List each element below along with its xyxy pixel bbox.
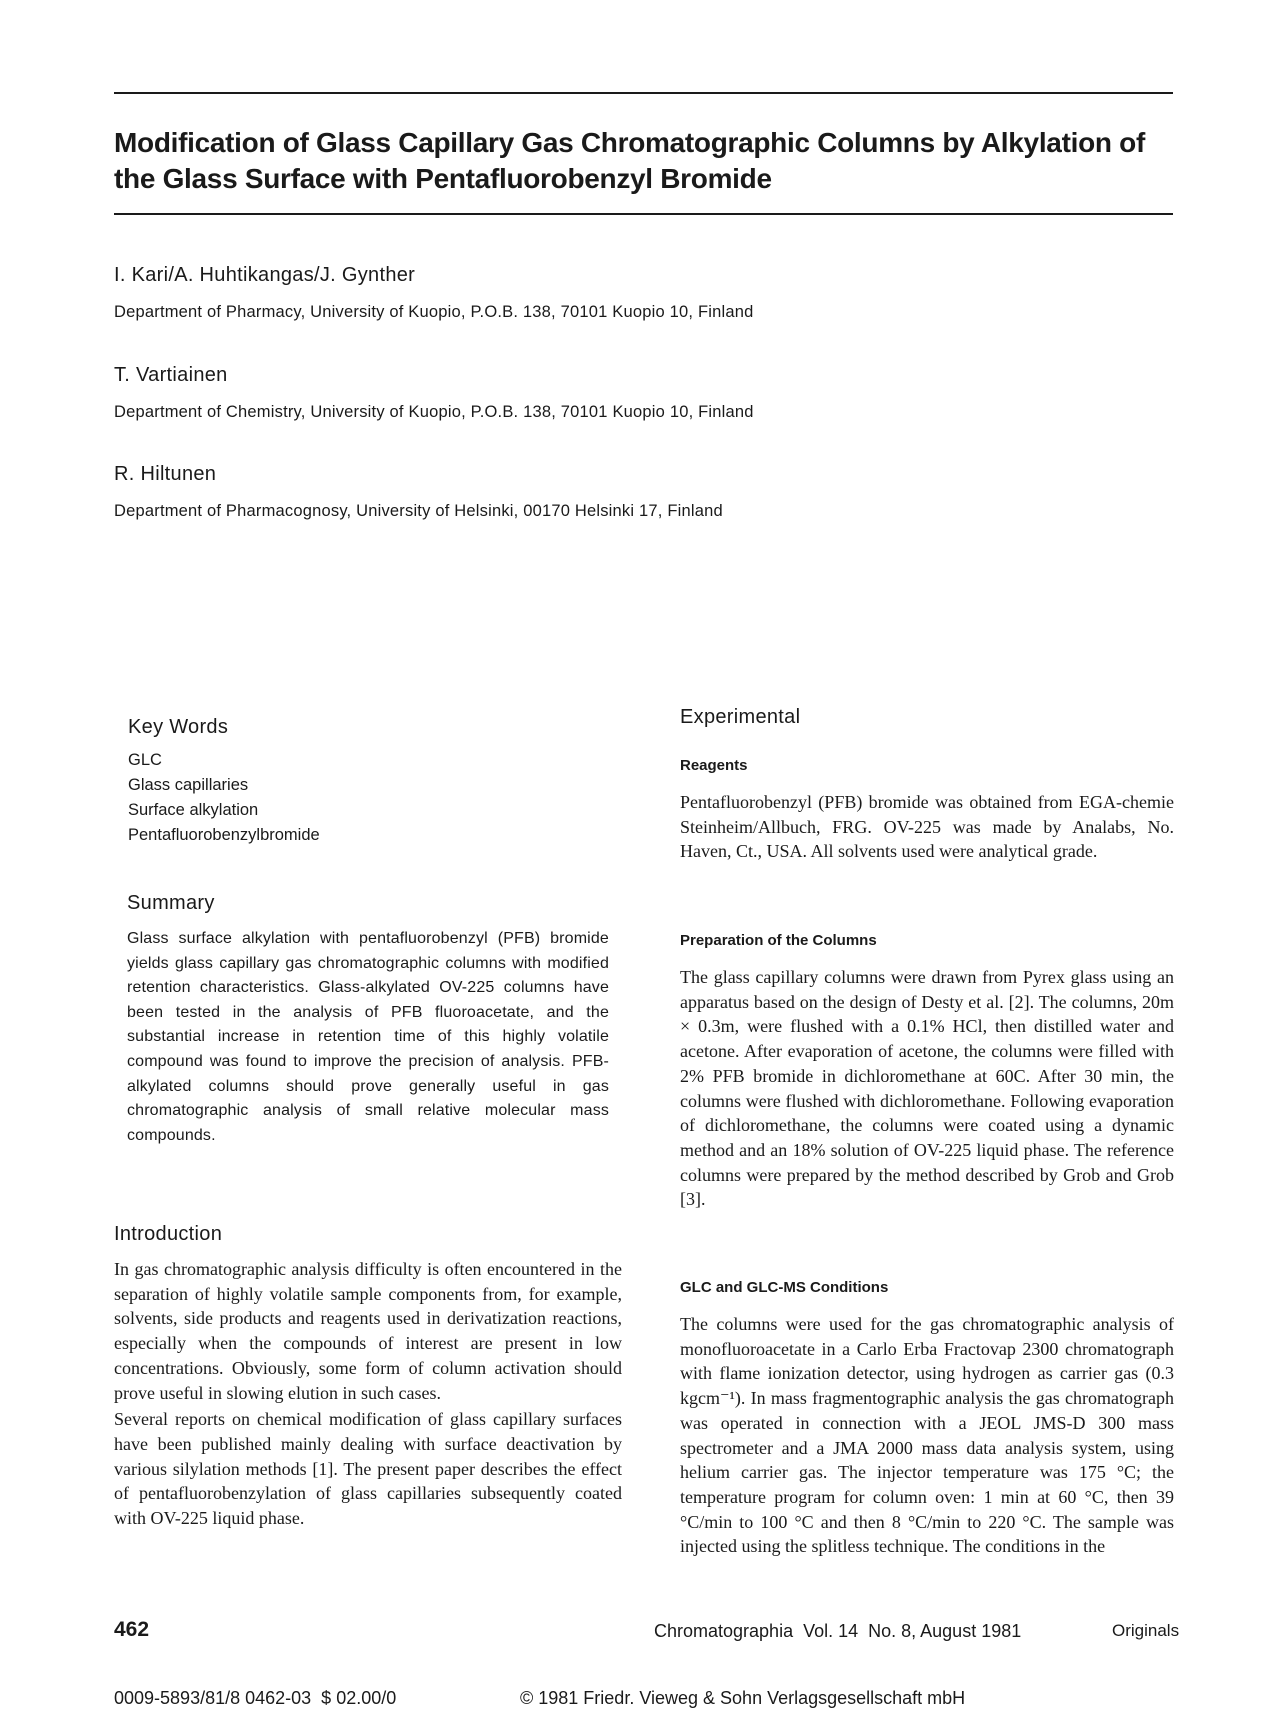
affiliation-2: Department of Chemistry, University of Kuopio, P.O.B. 138, 70101 Kuopio 10, Finland [114,403,754,421]
author-group-3: R. Hiltunen [114,463,217,485]
page-number: 462 [114,1618,150,1641]
title-bottom-rule [114,213,1173,215]
conditions-heading: GLC and GLC-MS Conditions [680,1279,889,1296]
keyword-item: GLC [128,751,162,769]
summary-section [127,892,609,1148]
keyword-item: Glass capillaries [128,776,249,794]
reagents-text: Pentafluorobenzyl (PFB) bromide was obtained from EGA-chemie Steinheim/Allbuch, FRG. OV-225 was made by Analabs, No. Haven, Ct., USA. All solvents used were analytical grade. [680,792,1174,862]
top-rule [114,92,1173,94]
reagents-section [680,757,1174,864]
conditions-text: The columns were used for the gas chromatographic analysis of monofluoroacetate in a Carlo Erba Fractovap 2300 chromatograph with flame ionization detector, using hydrogen as carrier gas (0.3 kgcm⁻¹). In mass fragmentographic analysis the gas chromatograph was operated in connection with a JEOL JMS-D 300 mass spectrometer and a JMA 2000 mass data analysis system, using helium carrier gas. The injector temperature was 175 °C; the temperature program for column oven: 1 min at 60 °C, then 39 °C/min to 100 °C and then 8 °C/min to 220 °C. The sample was injected using the splitless technique. The conditions in the [680,1314,1174,1557]
article-code: 0009-5893/81/8 0462-03 $ 02.00/0 [114,1688,397,1708]
paper-title: Modification of Glass Capillary Gas Chromatographic Columns by Alkylation of the Glass Surface with Pentafluorobenzyl Bromide [114,127,1145,194]
introduction-heading: Introduction [114,1223,223,1245]
introduction-paragraph-1: In gas chromatographic analysis difficulty is often encountered in the separation of highly volatile sample components from, for example, solvents, side products and reagents used in derivatization reactions, especially when the compounds of interest are present in low concentrations. Obviously, some form of column activation should prove useful in slowing elution in such cases. [114,1259,622,1403]
summary-heading: Summary [127,892,215,914]
experimental-heading: Experimental [680,706,801,728]
introduction-section [114,1223,622,1531]
conditions-section [680,1279,1174,1559]
preparation-heading: Preparation of the Columns [680,932,877,949]
keyword-item: Surface alkylation [128,801,259,819]
preparation-text: The glass capillary columns were drawn from Pyrex glass using an apparatus based on the design of Desty et al. [2]. The columns, 20m × 0.3m, were flushed with a 0.1% HCl, then distilled water and acetone. After evaporation of acetone, the columns were filled with 2% PFB bromide in dichloromethane at 60C. After 30 min, the columns were flushed with dichloromethane. Following evaporation of dichloromethane, the columns were coated using a dynamic method and an 18% solution of OV-225 liquid phase. The reference columns were prepared by the method described by Grob and Grob [3]. [680,967,1174,1210]
keywords-heading: Key Words [128,716,229,738]
reagents-heading: Reagents [680,757,748,774]
keyword-item: Pentafluorobenzylbromide [128,826,320,844]
author-group-1: I. Kari/A. Huhtikangas/J. Gynther [114,264,416,286]
author-group-2: T. Vartiainen [114,364,228,386]
summary-text: Glass surface alkylation with pentafluorobenzyl (PFB) bromide yields glass capillary gas chromatographic columns with modified retention characteristics. Glass-alkylated OV-225 columns have been tested in the analysis of PFB fluoroacetate, and the substantial increase in retention time of this highly volatile compound was found to improve the precision of analysis. PFB-alkylated columns should prove generally useful in gas chromatographic analysis of small relative molecular mass compounds. [127,930,609,1144]
experimental-section [680,706,1174,729]
introduction-paragraph-2: Several reports on chemical modification of glass capillary surfaces have been published mainly dealing with surface deactivation by various silylation methods [1]. The present paper describes the effect of pentafluorobenzylation of glass capillaries subsequently coated with OV-225 liquid phase. [114,1409,622,1529]
affiliation-1: Department of Pharmacy, University of Kuopio, P.O.B. 138, 70101 Kuopio 10, Finland [114,303,754,321]
section-label: Originals [1112,1621,1180,1640]
copyright-notice: © 1981 Friedr. Vieweg & Sohn Verlagsgesellschaft mbH [520,1688,966,1708]
journal-citation: Chromatographia Vol. 14 No. 8, August 1981 [654,1621,1022,1641]
affiliation-3: Department of Pharmacognosy, University of Helsinki, 00170 Helsinki 17, Finland [114,502,723,520]
preparation-section [680,932,1174,1212]
keywords-section [128,716,528,848]
keywords-list [128,748,528,848]
